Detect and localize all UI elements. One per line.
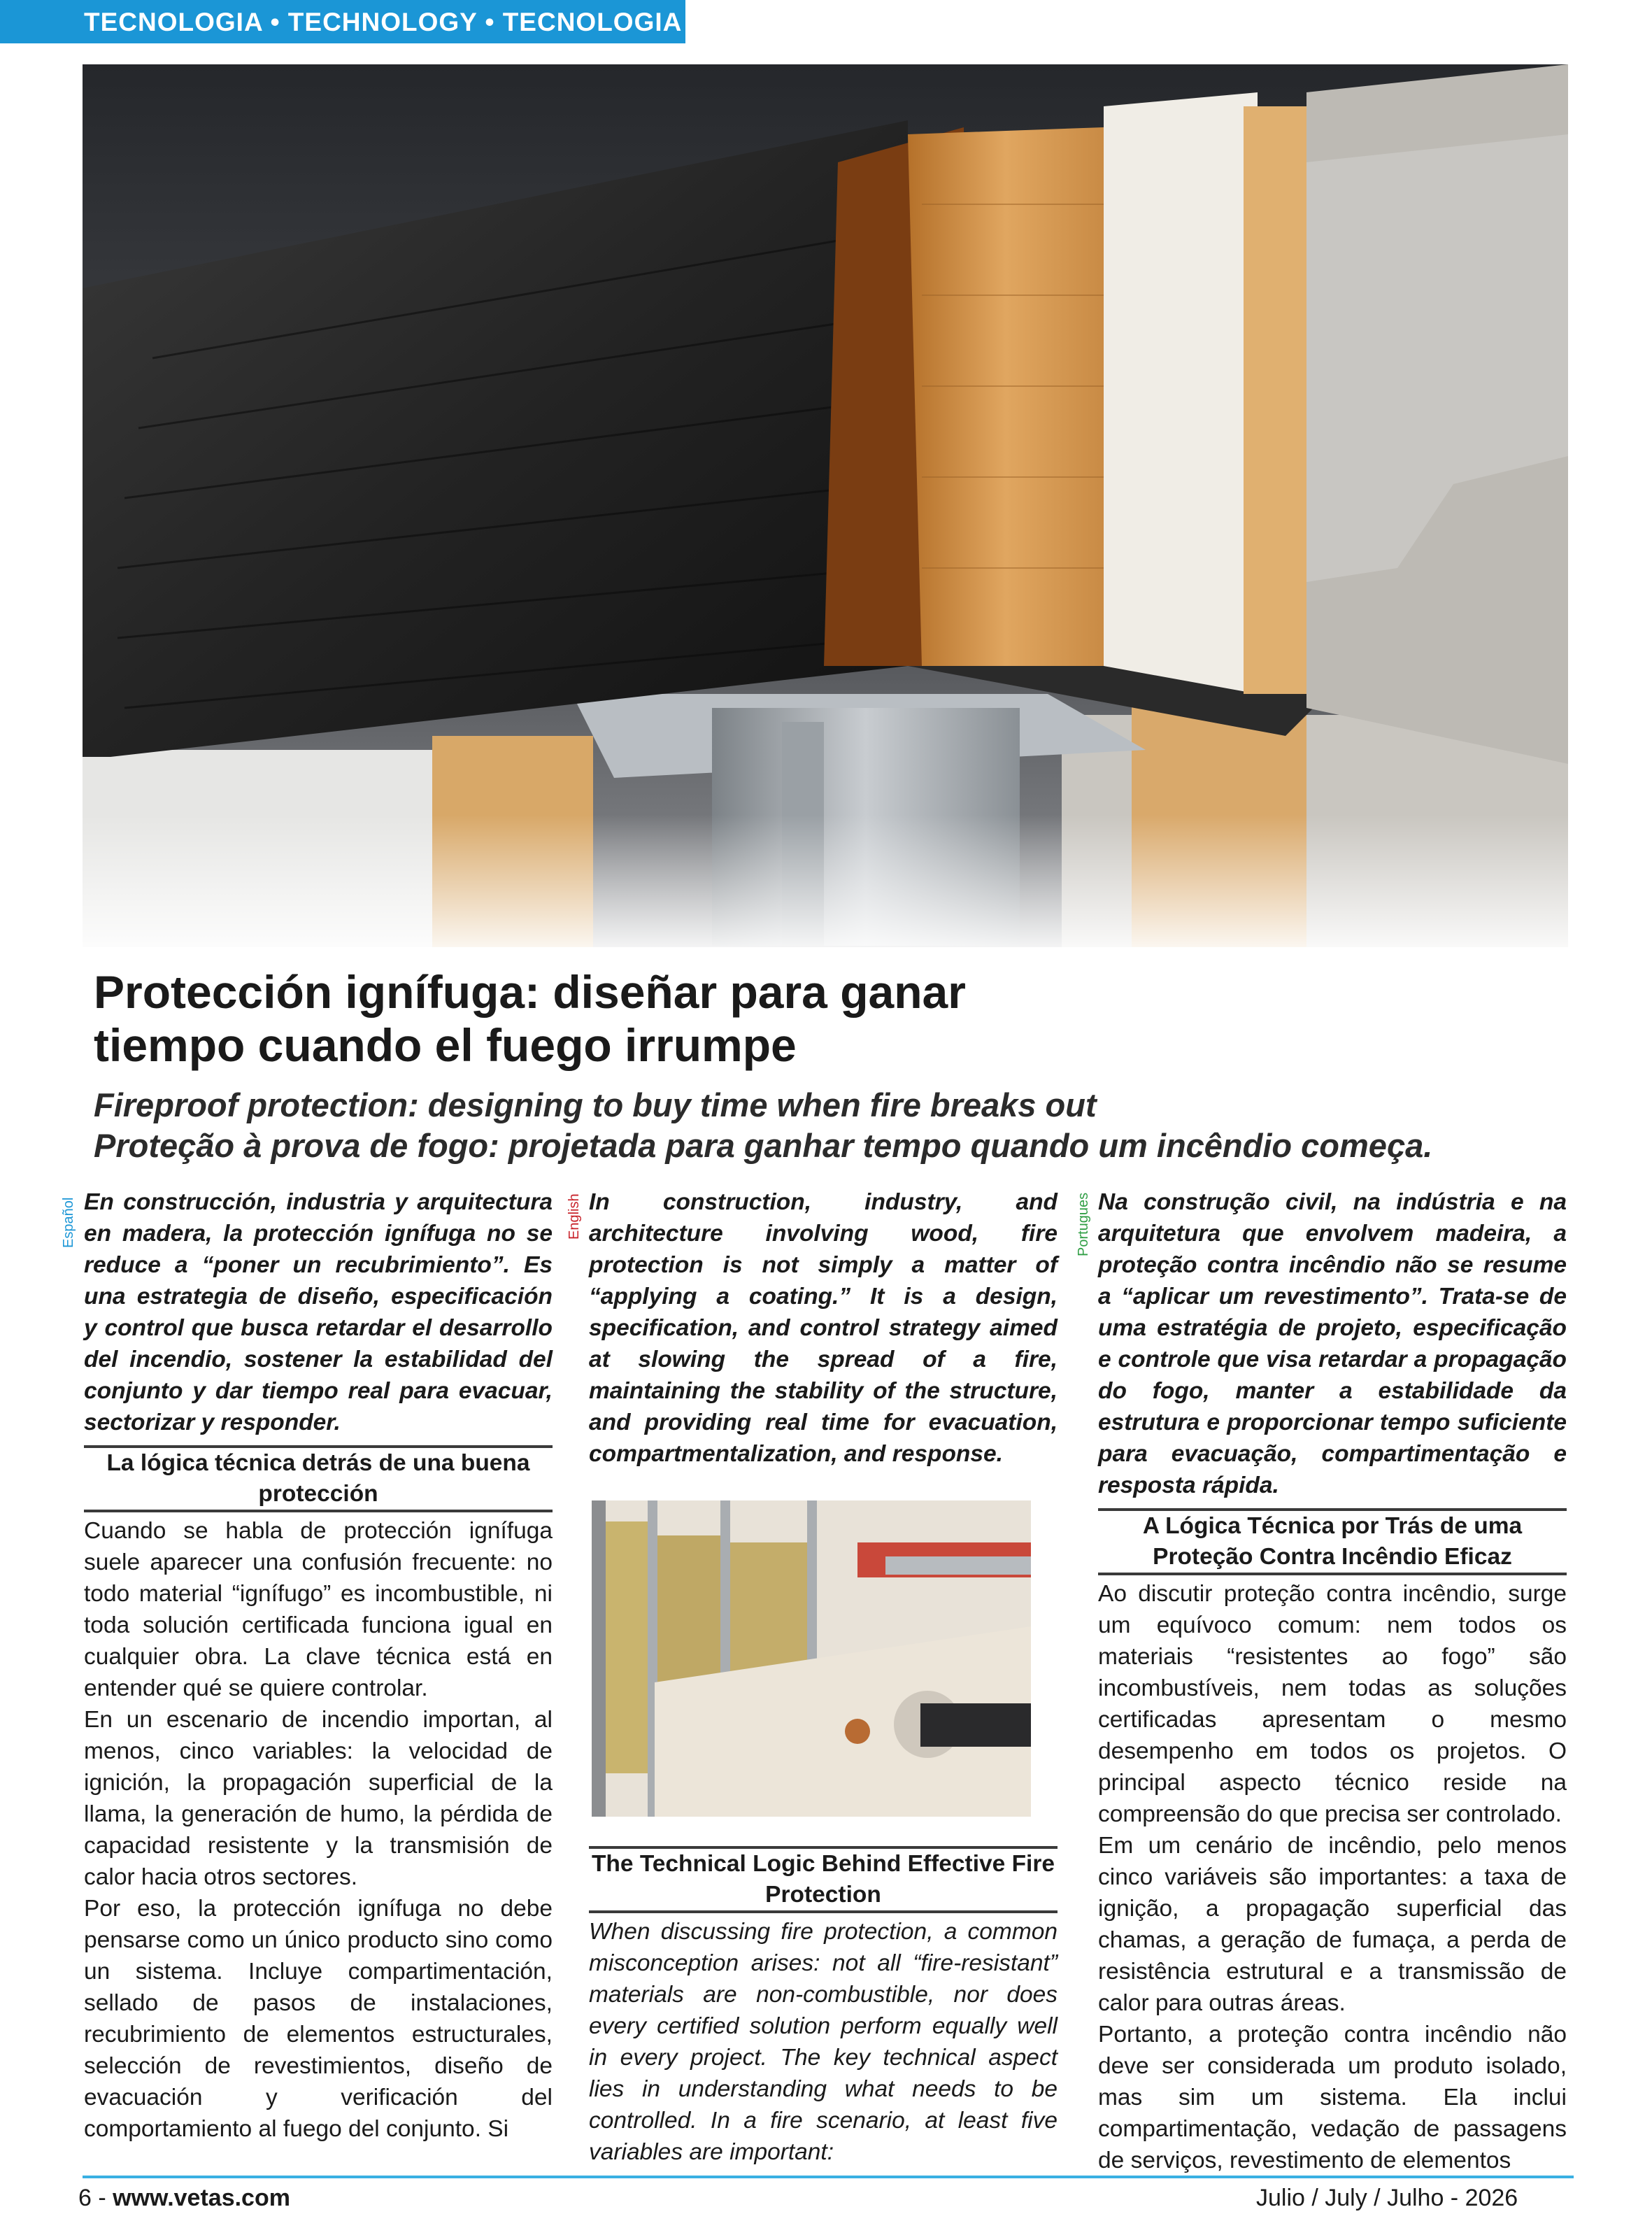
intro-portuguese: Na construção civil, na indústria e na arquitetura que envolvem madeira, a proteção contra incêndio não se resume a “aplicar um revestimento”. Trata-se de uma estratégia de projeto, especificação e controle que visa retardar a propagação do fogo, manter a estabilidade da estrutura e proporcionar tempo suficiente para evacuação, compartimentação e resposta rápida.: [1098, 1189, 1567, 1498]
subtitle-portuguese: Proteção à prova de fogo: projetada para ganhar tempo quando um incêndio começa.: [94, 1127, 1433, 1164]
language-tag-english: English: [567, 1193, 582, 1240]
footer-divider: [83, 2176, 1574, 2178]
subtitle-english: Fireproof protection: designing to buy time when fire breaks out: [94, 1086, 1097, 1123]
column-english: [589, 1186, 1058, 2168]
heading-portuguese: A Lógica Técnica por Trás de uma Proteção Contra Incêndio Eficaz: [1098, 1508, 1567, 1575]
language-tag-spanish: Español: [61, 1197, 76, 1248]
paragraph: Cuando se habla de protección ignífuga suele aparecer una confusión frecuente: no todo material “ignífugo” es incombustible, ni toda solución certificada funciona igual en cualquier obra. La clave técnica está en entender qué se quiere controlar.: [84, 1518, 553, 1701]
paragraph: Ao discutir proteção contra incêndio, surge um equívoco comum: nem todos os materiais “resistentes ao fogo” são incombustíveis, nem todas as soluções certificadas apresentam o mesmo desempenho em todos os projetos. O principal aspecto técnico reside na compreensão do que precisa ser controlado.: [1098, 1581, 1567, 1827]
paragraph: Por eso, la protección ignífuga no debe pensarse como un único producto sino como un sistema. Incluye compartimentación, sellado de pasos de instalaciones, recubrimiento de elementos estructurales, selección de revestimientos, diseño de evacuación y verificación del comportamiento al fuego del conjunto. Si: [84, 1896, 553, 2142]
paragraph: Portanto, a proteção contra incêndio não deve ser considerada um produto isolado, mas sim um sistema. Ela inclui compartimentação, vedação de passagens de serviços, revestimento de elementos: [1098, 2022, 1567, 2173]
intro-english: In construction, industry, and architecture involving wood, fire protection is not simply a matter of “applying a coating.” It is a design, specification, and control strategy aimed at slowing the spread of a fire, maintaining the stability of the structure, and providing real time for evacuation, compartmentalization, and response.: [589, 1189, 1058, 1467]
intro-spanish: En construcción, industria y arquitectura en madera, la protección ignífuga no se reduce a “poner un recubrimiento”. Es una estrategia de diseño, especificación y control que busca retardar el desarrollo del incendio, sostener la estabilidad del conjunto y dar tiempo real para evacuar, sectorizar y responder.: [84, 1189, 553, 1435]
language-tag-portuguese: Portugues: [1076, 1192, 1091, 1256]
heading-spanish: La lógica técnica detrás de una buena protección: [84, 1445, 553, 1512]
footer-page-info: [78, 2183, 290, 2213]
inset-photo-fire-wall-assembly: [592, 1500, 1031, 1817]
column-portuguese: [1098, 1186, 1567, 2176]
column-spanish: [84, 1186, 553, 2145]
footer-date: Julio / July / Julho - 2026: [1256, 2185, 1518, 2211]
heading-english: The Technical Logic Behind Effective Fire Protection: [589, 1846, 1058, 1913]
section-tab: TECNOLOGIA • TECHNOLOGY • TECNOLOGIA: [0, 0, 685, 43]
paragraph: Em um cenário de incêndio, pelo menos cinco variáveis são importantes: a taxa de ignição, a propagação superficial das chamas, a geração de fumaça, a perda de resistência estrutural e a transmissão de calor para outras áreas.: [1098, 1833, 1567, 2016]
article-title: Protección ignífuga: diseñar para ganar tiempo cuando el fuego irrumpe: [94, 966, 966, 1071]
hero-photo-charred-beam: [83, 64, 1568, 947]
paragraph: When discussing fire protection, a common misconception arises: not all “fire-resistant” materials are non-combustible, nor does every certified solution perform equally well in every project. The key technical aspect lies in understanding what needs to be controlled. In a fire scenario, at least five variables are important:: [589, 1919, 1058, 2165]
paragraph: En un escenario de incendio importan, al menos, cinco variables: la velocidad de ignición, la propagación superficial de la llama, la generación de humo, la pérdida de capacidad resistente y la transmisión de calor hacia otros sectores.: [84, 1707, 553, 1890]
site-link[interactable]: www.vetas.com: [113, 2185, 290, 2211]
page-number: 6 -: [78, 2185, 113, 2211]
